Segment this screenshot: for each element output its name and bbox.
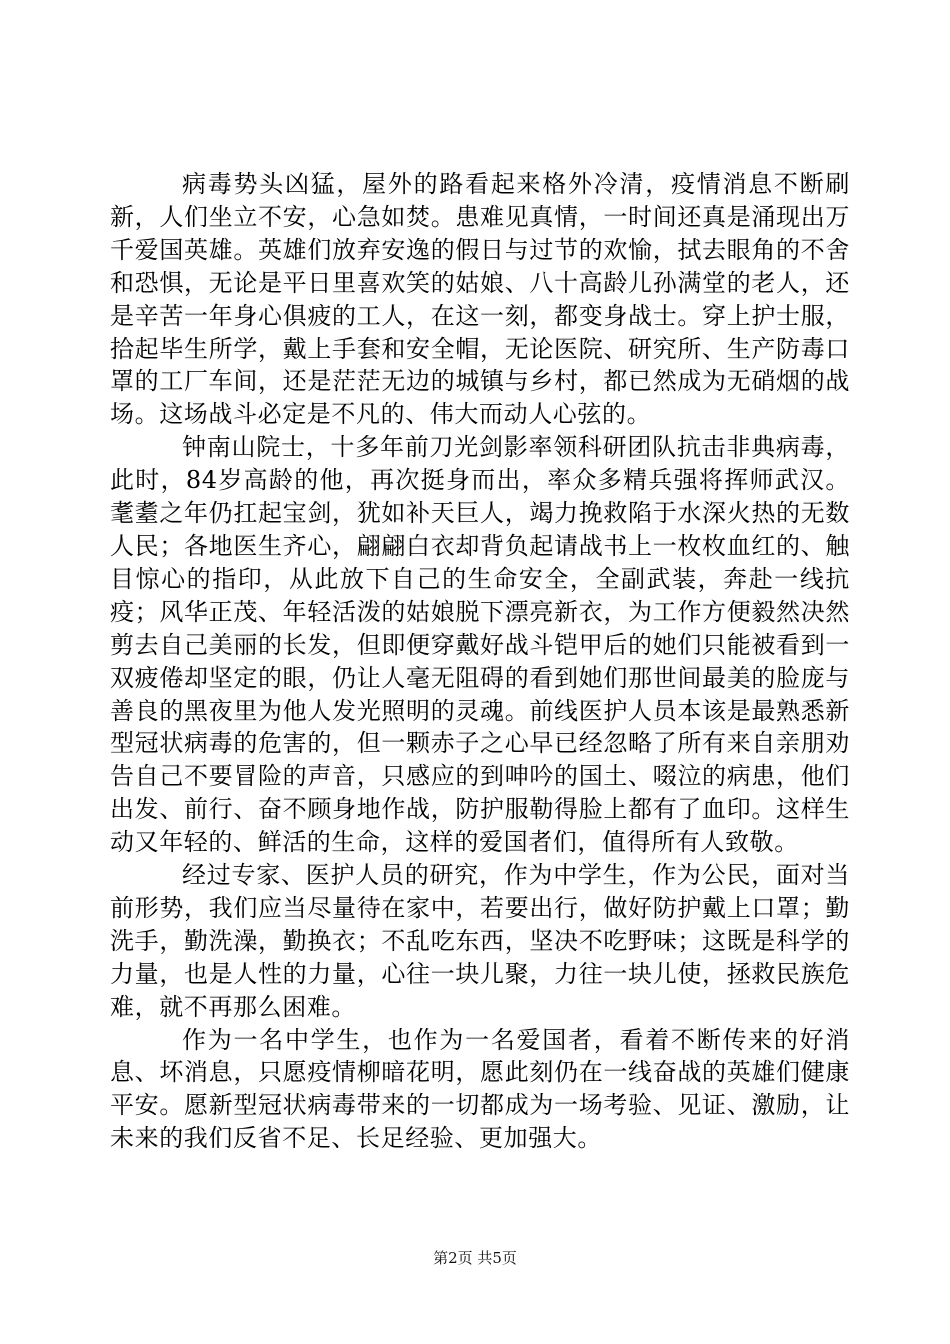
page-number-label: 第2页 共5页 — [433, 1249, 517, 1267]
document-body — [110, 168, 850, 1155]
paragraph-2: 钟南山院士，十多年前刀光剑影率领科研团队抗击非典病毒，此时，84岁高龄的他，再次挺身而出，率众多精兵强将挥师武汉。耄耋之年仍扛起宝剑，犹如补天巨人，竭力挽救陷于水深火热的无数人民；各地医生齐心，翩翩白衣却背负起请战书上一枚枚血红的、触目惊心的指印，从此放下自己的生命安全，全副武装，奔赴一线抗疫；风华正茂、年轻活泼的姑娘脱下漂亮新衣，为工作方便毅然决然剪去自己美丽的长发，但即便穿戴好战斗铠甲后的她们只能被看到一双疲倦却坚定的眼，仍让人毫无阻碍的看到她们那世间最美的脸庞与善良的黑夜里为他人发光照明的灵魂。前线医护人员本该是最熟悉新型冠状病毒的危害的，但一颗赤子之心早已经忽略了所有来自亲朋劝告自己不要冒险的声音，只感应的到呻吟的国土、啜泣的病患，他们出发、前行、奋不顾身地作战，防护服勒得脸上都有了血印。这样生动又年轻的、鲜活的生命，这样的爱国者们，值得所有人致敬。 — [110, 433, 850, 857]
page-footer — [0, 1248, 950, 1268]
paragraph-1: 病毒势头凶猛，屋外的路看起来格外冷清，疫情消息不断刷新，人们坐立不安，心急如焚。患难见真情，一时间还真是涌现出万千爱国英雄。英雄们放弃安逸的假日与过节的欢愉，拭去眼角的不舍和恐惧，无论是平日里喜欢笑的姑娘、八十高龄儿孙满堂的老人，还是辛苦一年身心俱疲的工人，在这一刻，都变身战士。穿上护士服，拾起毕生所学，戴上手套和安全帽，无论医院、研究所、生产防毒口罩的工厂车间，还是茫茫无边的城镇与乡村，都已然成为无硝烟的战场。这场战斗必定是不凡的、伟大而动人心弦的。 — [110, 170, 850, 429]
paragraph-4: 作为一名中学生，也作为一名爱国者，看着不断传来的好消息、坏消息，只愿疫情柳暗花明，愿此刻仍在一线奋战的英雄们健康平安。愿新型冠状病毒带来的一切都成为一场考验、见证、激励，让未来的我们反省不足、长足经验、更加强大。 — [110, 1025, 850, 1153]
paragraph-3: 经过专家、医护人员的研究，作为中学生，作为公民，面对当前形势，我们应当尽量待在家中，若要出行，做好防护戴上口罩；勤洗手，勤洗澡，勤换衣；不乱吃东西，坚决不吃野味；这既是科学的力量，也是人性的力量，心往一块儿聚，力往一块儿使，拯救民族危难，就不再那么困难。 — [110, 861, 850, 1021]
